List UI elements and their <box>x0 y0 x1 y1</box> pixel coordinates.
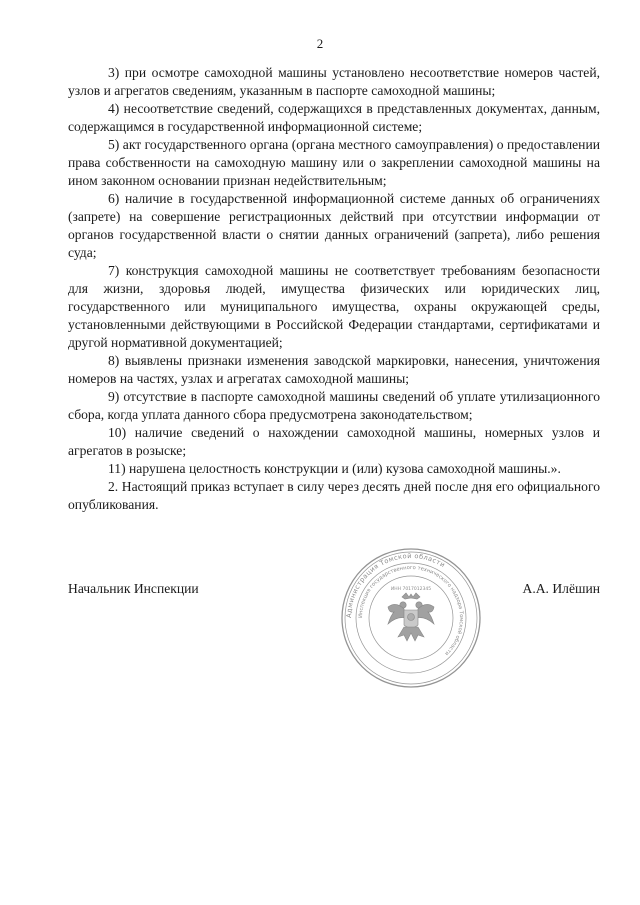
list-item-5: 5) акт государственного органа (органа местного самоуправления) о предоставлении права собственности на самоходную машину или о закреплении самоходной машины на ином законном основании признан недействительным; <box>68 137 600 188</box>
seal-outer-text: Администрация Томской области <box>344 551 447 619</box>
document-body <box>68 64 600 514</box>
list-item-10: 10) наличие сведений о нахождении самоходной машины, номерных узлов и агрегатов в розыске; <box>68 425 600 458</box>
seal-inner-text: Инспекция государственного технического надзора Томской области <box>357 564 465 657</box>
signatory-name: А.А. Илёшин <box>522 581 600 596</box>
list-item-8: 8) выявлены признаки изменения заводской маркировки, нанесения, уничтожения номеров на частях, узлах и агрегатах самоходной машины; <box>68 353 600 386</box>
order-clause-2: 2. Настоящий приказ вступает в силу через десять дней после дня его официального опубликования. <box>68 479 600 512</box>
signature-block <box>68 581 600 605</box>
list-item-9: 9) отсутствие в паспорте самоходной машины сведений об уплате утилизационного сбора, когда уплата данного сбора предусмотрена законодательством; <box>68 389 600 422</box>
list-item-3: 3) при осмотре самоходной машины установлено несоответствие номеров частей, узлов и агрегатов сведениям, указанным в паспорте самоходной машины; <box>68 65 600 98</box>
seal-id-text: ИНН 7017012345 <box>390 587 432 592</box>
signatory-title: Начальник Инспекции <box>68 581 199 596</box>
list-item-6: 6) наличие в государственной информационной системе данных об ограничениях (запрете) на совершение регистрационных действий при отсутствии информации от органов государственной власти о снятии данных ограничений (запрета), либо решения суда; <box>68 191 600 260</box>
official-seal-stamp <box>340 547 482 689</box>
list-item-11: 11) нарушена целостность конструкции и (или) кузова самоходной машины.». <box>108 461 561 476</box>
list-item-4: 4) несоответствие сведений, содержащихся в представленных документах, данным, содержащимся в государственной информационной системе; <box>68 101 600 134</box>
double-headed-eagle-emblem <box>388 593 434 641</box>
list-item-7: 7) конструкция самоходной машины не соответствует требованиям безопасности для жизни, здоровья людей, имущества физических или юридических лиц, государственного или муниципального имущества, охраны окружающей среды, установленными действующими в Российской Федерации стандартами, сертификатами и другой нормативной документацией; <box>68 263 600 350</box>
page-number: 2 <box>316 36 324 51</box>
